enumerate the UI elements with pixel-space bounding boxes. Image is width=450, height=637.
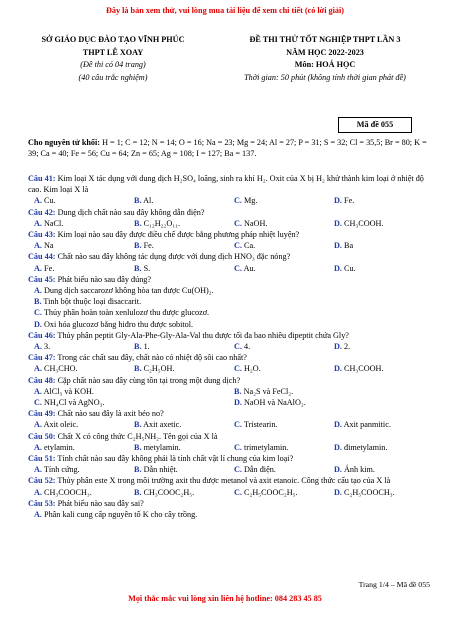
option-text: 4. — [244, 342, 251, 352]
option-text: Axit panmitic. — [343, 420, 391, 430]
answer-option — [28, 319, 428, 330]
option-text: CH₃COOH. — [344, 218, 384, 228]
option-letter: C. — [234, 342, 242, 352]
answer-option — [128, 363, 228, 374]
option-text: Tinh bột thuộc loại đisaccarit. — [43, 297, 142, 307]
question-text: Chất X có công thức C₂H₅NH₂. Tên gọi của X là — [55, 431, 218, 441]
page-footer: Trang 1/4 – Mã đề 055 — [358, 580, 430, 589]
answer-option — [228, 442, 328, 453]
question-count-note: (40 câu trắc nghiệm) — [78, 72, 148, 82]
answer-option — [128, 464, 228, 475]
answer-option — [128, 487, 228, 498]
option-letter: D. — [334, 420, 342, 430]
options-row — [28, 341, 428, 352]
answer-option — [128, 419, 228, 430]
option-text: Ca. — [244, 241, 256, 251]
question — [28, 207, 428, 218]
answer-option — [228, 263, 328, 274]
option-letter: D. — [234, 398, 242, 408]
question — [28, 330, 428, 341]
option-letter: B. — [34, 297, 42, 307]
answer-option — [28, 296, 428, 307]
option-letter: C. — [34, 398, 42, 408]
answer-option — [228, 487, 328, 498]
answer-option — [328, 195, 428, 206]
options-row — [28, 218, 428, 229]
option-letter: C. — [234, 465, 242, 475]
question-number: Câu 53: — [28, 498, 56, 508]
option-letter: A. — [34, 420, 42, 430]
option-letter: D. — [334, 342, 342, 352]
option-letter: B. — [134, 465, 142, 475]
question-text: Chất nào sau đây là axit béo no? — [55, 409, 164, 419]
answer-option — [28, 218, 128, 229]
option-letter: C. — [234, 420, 242, 430]
option-letter: A. — [34, 241, 42, 251]
question — [28, 274, 428, 285]
school-name: THPT LÊ XOAY — [82, 47, 144, 57]
option-letter: A. — [34, 510, 42, 520]
option-text: 3. — [44, 342, 51, 352]
option-text: NH₄Cl và AgNO₃. — [44, 398, 105, 408]
answer-option — [28, 307, 428, 318]
option-text: CH₃COOH. — [344, 364, 384, 374]
option-letter: D. — [334, 196, 342, 206]
question-number: Câu 42: — [28, 207, 56, 217]
option-letter: D. — [334, 263, 342, 273]
answer-option — [328, 341, 428, 352]
option-text: Tristearin. — [243, 420, 278, 430]
option-text: NaCl. — [44, 218, 64, 228]
option-text: Al. — [143, 196, 154, 206]
option-letter: B. — [134, 263, 142, 273]
question-list — [28, 173, 428, 520]
answer-option — [28, 195, 128, 206]
option-text: Ánh kim. — [344, 465, 375, 475]
option-text: Na₂S và FeCl₂. — [243, 386, 294, 396]
option-letter: D. — [334, 364, 342, 374]
option-letter: A. — [34, 465, 42, 475]
option-text: Na — [44, 241, 54, 251]
option-letter: B. — [134, 241, 142, 251]
option-letter: B. — [134, 420, 142, 430]
option-text: trimetylamin. — [244, 442, 289, 452]
answer-option — [328, 464, 428, 475]
answer-option — [28, 341, 128, 352]
answer-option — [128, 341, 228, 352]
options-row — [28, 307, 428, 318]
question-text: Trong các chất sau đây, chất nào có nhiệt độ sôi cao nhất? — [55, 353, 247, 363]
question — [28, 475, 428, 486]
option-text: 1. — [143, 342, 150, 352]
question-number: Câu 41: — [28, 174, 56, 183]
answer-option — [228, 363, 328, 374]
question-text: Chất nào sau đây không tác dụng được với dung dịch HNO₃ đặc nóng? — [55, 252, 291, 262]
answer-option — [128, 240, 228, 251]
option-letter: C. — [234, 263, 242, 273]
header-right — [215, 34, 435, 84]
answer-option — [28, 419, 128, 430]
options-row — [28, 263, 428, 274]
option-letter: B. — [234, 386, 242, 396]
option-letter: D. — [334, 487, 342, 497]
options-row — [28, 285, 428, 296]
option-letter: C. — [234, 196, 242, 206]
hotline-footer: Mọi thắc mắc vui lòng xin liên hệ hotline: 084 283 45 85 — [128, 594, 322, 603]
question — [28, 453, 428, 464]
option-text: Oxi hóa glucozơ bằng hiđro thu được sobitol. — [44, 319, 194, 329]
answer-option — [228, 419, 328, 430]
option-text: Axit oleic. — [43, 420, 79, 430]
option-letter: D. — [334, 218, 342, 228]
exam-code-box: Mã đề 055 — [338, 117, 412, 133]
question-text: Tính chất nào sau đây không phải là tính chất vật lí chung của kim loại? — [55, 454, 294, 464]
answer-option — [228, 218, 328, 229]
answer-option — [28, 263, 128, 274]
answer-option — [28, 487, 128, 498]
answer-option — [128, 218, 228, 229]
question-text: Kim loại nào sau đây được điều chế được bằng phương pháp nhiệt luyện? — [55, 230, 300, 240]
question-text: Cặp chất nào sau đây cùng tồn tại trong một dung dịch? — [55, 375, 241, 385]
answer-option — [28, 285, 428, 296]
preview-banner: Đây là bản xem thử, vui lòng mua tài liệu để xem chi tiết (có lời giải) — [105, 6, 344, 15]
atomic-masses — [28, 137, 428, 159]
option-text: Axit axetic. — [143, 420, 182, 430]
option-text: Fe. — [344, 196, 355, 206]
option-text: C₂H₅OH. — [143, 364, 175, 374]
option-text: C₁₂H₂₂O₁₁. — [143, 218, 181, 228]
answer-option — [228, 195, 328, 206]
option-text: CH₃COOCH₃. — [44, 487, 92, 497]
option-letter: D. — [334, 465, 342, 475]
option-letter: D. — [334, 241, 342, 251]
answer-option — [28, 386, 228, 397]
option-text: Dẫn nhiệt. — [143, 465, 178, 475]
answer-option — [28, 442, 128, 453]
option-text: H₂O. — [244, 364, 261, 374]
option-letter: C. — [234, 487, 242, 497]
question-number: Câu 43: — [28, 230, 56, 240]
option-text: Phân kali cung cấp nguyên tố K cho cây trồng. — [44, 510, 198, 520]
question — [28, 498, 428, 509]
time-limit: Thời gian: 50 phút (không tính thời gian phát đề) — [244, 72, 406, 82]
options-row — [28, 464, 428, 475]
question-text: Thủy phân peptit Gly-Ala-Phe-Gly-Ala-Val thu được tối đa bao nhiêu đipeptit chứa Gly? — [55, 330, 349, 340]
option-letter: C. — [234, 442, 242, 452]
question-text: Dung dịch chất nào sau đây không dẫn điện? — [55, 207, 205, 217]
options-row — [28, 195, 428, 206]
option-letter: D. — [334, 442, 342, 452]
option-text: Dẫn điện. — [244, 465, 276, 475]
option-text: Fe. — [44, 263, 55, 273]
question-text: Phát biểu nào sau đây đúng? — [55, 274, 152, 284]
option-letter: A. — [34, 263, 42, 273]
option-text: Dung dịch saccarozơ không hòa tan được Cu(OH)₂. — [44, 286, 214, 296]
option-text: C₂H₅COOCH₃. — [344, 487, 395, 497]
options-row — [28, 487, 428, 498]
answer-option — [128, 263, 228, 274]
answer-option — [328, 240, 428, 251]
question-number: Câu 50: — [28, 431, 56, 441]
question — [28, 375, 428, 386]
option-letter: A. — [34, 386, 42, 396]
option-letter: A. — [34, 442, 42, 452]
option-text: NaOH. — [244, 218, 268, 228]
option-text: metylamin. — [143, 442, 181, 452]
question — [28, 229, 428, 240]
answer-option — [228, 397, 428, 408]
option-text: Tính cứng. — [43, 465, 80, 475]
option-text: 2. — [344, 342, 351, 352]
answer-option — [328, 263, 428, 274]
question-text: Phát biểu nào sau đây sai? — [55, 498, 144, 508]
options-row — [28, 240, 428, 251]
question — [28, 408, 428, 419]
school-year: NĂM HỌC 2022-2023 — [286, 47, 364, 57]
option-letter: C. — [234, 241, 242, 251]
option-letter: B. — [134, 364, 142, 374]
option-text: S. — [143, 263, 151, 273]
option-text: CH₃CHO. — [44, 364, 78, 374]
question-number: Câu 51: — [28, 454, 56, 464]
option-text: Mg. — [244, 196, 258, 206]
option-letter: A. — [34, 342, 42, 352]
answer-option — [128, 195, 228, 206]
option-letter: B. — [134, 196, 142, 206]
options-row — [28, 363, 428, 374]
question-number: Câu 48: — [28, 375, 56, 385]
question-number: Câu 47: — [28, 353, 56, 363]
option-letter: B. — [134, 342, 142, 352]
atomic-masses-values: H = 1; C = 12; N = 14; O = 16; Na = 23; Mg = 24; Al = 27; P = 31; S = 32; Cl = 35,5; Br = 80; K = 39; Ca = 40; Fe = 56; Cu = 64; Zn = 65; Ag = 108; I = 127; Ba = 137. — [28, 138, 427, 158]
option-text: đimetylamin. — [344, 442, 388, 452]
option-text: etylamin. — [44, 442, 75, 452]
answer-option — [328, 442, 428, 453]
option-letter: C. — [234, 364, 242, 374]
option-text: NaOH và NaAlO₂. — [244, 398, 306, 408]
answer-option — [328, 419, 428, 430]
option-letter: A. — [34, 364, 42, 374]
option-text: Cu. — [344, 263, 356, 273]
question — [28, 431, 428, 442]
page-count-note: (Đề thi có 04 trang) — [80, 60, 146, 69]
answer-option — [28, 397, 228, 408]
options-row — [28, 509, 428, 520]
answer-option — [28, 240, 128, 251]
question-number: Câu 44: — [28, 252, 56, 262]
answer-option — [228, 240, 328, 251]
question-number: Câu 49: — [28, 409, 56, 419]
option-letter: C. — [34, 308, 42, 318]
department-name: SỞ GIÁO DỤC ĐÀO TẠO VĨNH PHÚC — [41, 35, 185, 44]
question-number: Câu 45: — [28, 274, 56, 284]
option-text: AlCl₃ và KOH. — [43, 386, 94, 396]
subject: Môn: HOÁ HỌC — [294, 60, 356, 69]
answer-option — [328, 363, 428, 374]
options-row — [28, 319, 428, 330]
option-text: C₂H₅COOC₂H₅. — [244, 487, 298, 497]
answer-option — [28, 363, 128, 374]
options-row — [28, 296, 428, 307]
question-number: Câu 52: — [28, 476, 56, 486]
option-letter: B. — [134, 442, 142, 452]
option-text: Cu. — [44, 196, 56, 206]
option-text: Au. — [243, 263, 256, 273]
option-letter: B. — [134, 218, 142, 228]
option-letter: B. — [134, 487, 142, 497]
option-text: CH₃COOC₂H₅. — [143, 487, 195, 497]
question — [28, 352, 428, 363]
option-letter: A. — [34, 286, 42, 296]
option-text: Ba — [344, 241, 354, 251]
question — [28, 251, 428, 262]
options-row — [28, 386, 428, 397]
option-letter: D. — [34, 319, 42, 329]
header-left — [28, 34, 198, 84]
options-row — [28, 397, 428, 408]
answer-option — [128, 442, 228, 453]
exam-title: ĐỀ THI THỬ TỐT NGHIỆP THPT LẦN 3 — [249, 35, 401, 44]
options-row — [28, 442, 428, 453]
question — [28, 173, 428, 195]
option-text: Fe. — [143, 241, 154, 251]
answer-option — [328, 218, 428, 229]
answer-option — [228, 341, 328, 352]
answer-option — [28, 464, 128, 475]
option-letter: A. — [34, 218, 42, 228]
answer-option — [28, 509, 428, 520]
answer-option — [328, 487, 428, 498]
option-letter: A. — [34, 487, 42, 497]
question-number: Câu 46: — [28, 330, 56, 340]
option-letter: A. — [34, 196, 42, 206]
question-text: Thủy phân este X trong môi trường axit thu được metanol và axit etanoic. Công thức cấu tạo của X là — [55, 476, 391, 486]
question-text: Kim loại X tác dụng với dung dịch H₂SO₄ loãng, sinh ra khí H₂. Oxit của X bị H₂ khử thành kim loại ở nhiệt độ cao. Kim loại X là — [28, 174, 424, 195]
option-letter: C. — [234, 218, 242, 228]
answer-option — [228, 464, 328, 475]
atomic-masses-label: Cho nguyên tử khối: — [28, 138, 101, 147]
answer-option — [228, 386, 428, 397]
options-row — [28, 419, 428, 430]
option-text: Thủy phân hoàn toàn xenlulozơ thu được glucozơ. — [43, 308, 210, 318]
